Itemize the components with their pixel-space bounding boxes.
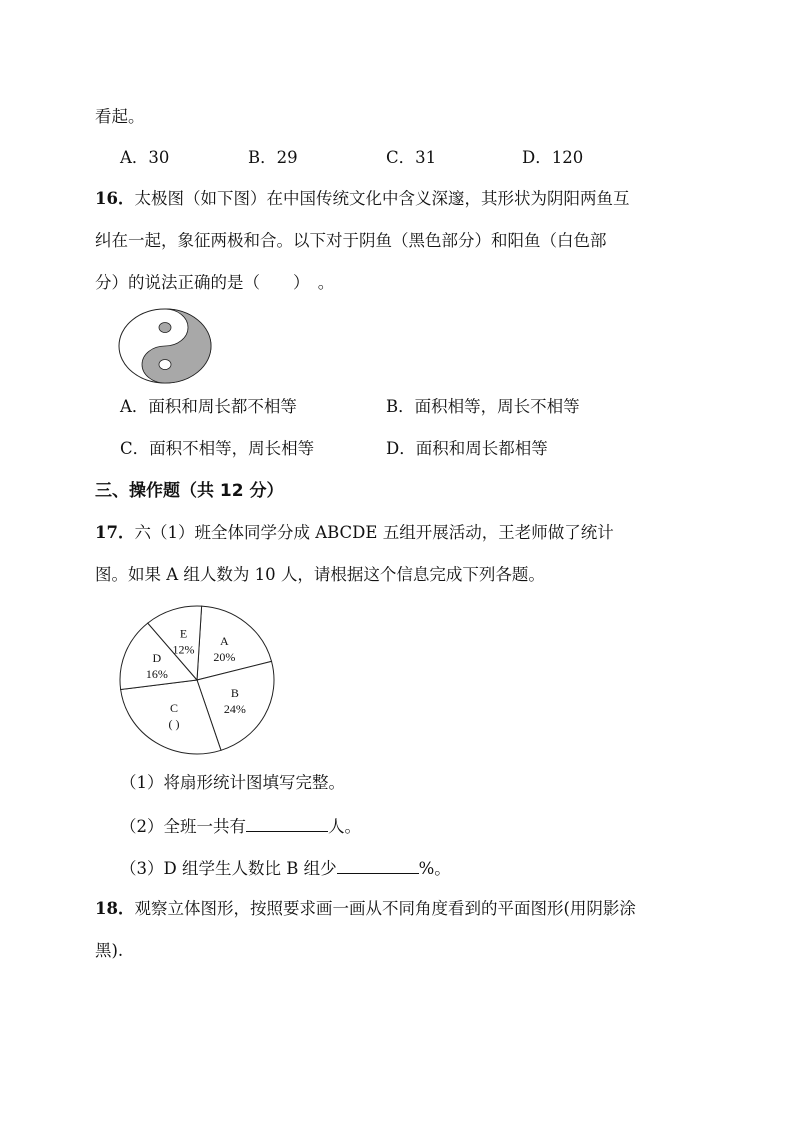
option-text: 面积和周长都相等 bbox=[415, 439, 548, 458]
q17-sub-2 bbox=[120, 815, 361, 837]
pie-chart bbox=[116, 602, 278, 760]
option-letter: B． bbox=[248, 148, 277, 167]
q15-option-a bbox=[120, 148, 169, 168]
q15-option-b bbox=[248, 148, 298, 168]
option-text: 120 bbox=[551, 148, 584, 167]
taiji-figure bbox=[118, 308, 212, 384]
option-text: 30 bbox=[148, 148, 170, 167]
option-text: 面积不相等，周长相等 bbox=[149, 439, 315, 458]
pie-value-c: ( ) bbox=[168, 717, 180, 732]
question-text: 太极图（如下图）在中国传统文化中含义深邃，其形状为阴阳两鱼互 bbox=[134, 189, 630, 208]
sub-text: 人。 bbox=[328, 817, 361, 836]
pie-label-b: B bbox=[230, 685, 239, 700]
option-text: 面积相等，周长不相等 bbox=[414, 397, 580, 416]
q17-line-1 bbox=[95, 523, 614, 543]
option-text: 31 bbox=[415, 148, 437, 167]
q17-sub-3 bbox=[120, 857, 451, 879]
q15-tail: 看起。 bbox=[95, 107, 145, 126]
option-letter: A． bbox=[120, 397, 149, 416]
question-number: 18． bbox=[95, 899, 135, 918]
option-letter: C． bbox=[120, 439, 150, 458]
pie-value-d: 16% bbox=[145, 666, 168, 681]
pie-value-b: 24% bbox=[223, 701, 246, 716]
option-letter: C． bbox=[386, 148, 416, 167]
sub-text: （2）全班一共有 bbox=[120, 817, 246, 836]
pie-value-a: 20% bbox=[213, 649, 236, 664]
option-letter: B． bbox=[386, 397, 415, 416]
option-letter: D． bbox=[522, 148, 552, 167]
q16-option-d bbox=[386, 439, 548, 459]
option-letter: D． bbox=[386, 439, 416, 458]
q16-line-2: 纠在一起，象征两极和合。以下对于阴鱼（黑色部分）和阳鱼（白色部 bbox=[95, 231, 607, 250]
q15-option-c bbox=[386, 148, 436, 168]
pie-label-c: C bbox=[169, 701, 179, 716]
question-number: 16． bbox=[95, 189, 135, 208]
q16-option-b bbox=[386, 397, 580, 417]
answer-blank[interactable] bbox=[337, 857, 419, 874]
q15-option-d bbox=[522, 148, 583, 168]
question-text: 观察立体图形，按照要求画一画从不同角度看到的平面图形(用阴影涂 bbox=[134, 899, 636, 918]
sub-text: %。 bbox=[418, 859, 451, 878]
q17-sub-1: （1）将扇形统计图填写完整。 bbox=[120, 773, 345, 792]
answer-blank[interactable] bbox=[246, 815, 328, 832]
option-text: 面积和周长都不相等 bbox=[148, 397, 297, 416]
pie-label-d: D bbox=[152, 650, 162, 665]
q17-line-2: 图。如果 A 组人数为 10 人，请根据这个信息完成下列各题。 bbox=[95, 565, 545, 584]
section-heading: 三、操作题（共 12 分） bbox=[95, 481, 284, 501]
sub-text: （3）D 组学生人数比 B 组少 bbox=[120, 859, 337, 878]
question-text: 六（1）班全体同学分成 ABCDE 五组开展活动，王老师做了统计 bbox=[134, 523, 614, 542]
option-text: 29 bbox=[276, 148, 298, 167]
q16-line-3: 分）的说法正确的是（ ） 。 bbox=[95, 273, 335, 292]
q16-option-c bbox=[120, 439, 314, 459]
pie-label-e: E bbox=[179, 626, 188, 641]
question-number: 17． bbox=[95, 523, 135, 542]
q18-line-2: 黑). bbox=[95, 941, 124, 960]
q18-line-1 bbox=[95, 899, 636, 919]
pie-value-e: 12% bbox=[172, 642, 195, 657]
option-letter: A． bbox=[120, 148, 149, 167]
pie-label-a: A bbox=[220, 633, 229, 648]
q16-option-a bbox=[120, 397, 297, 417]
q16-line-1 bbox=[95, 189, 629, 209]
